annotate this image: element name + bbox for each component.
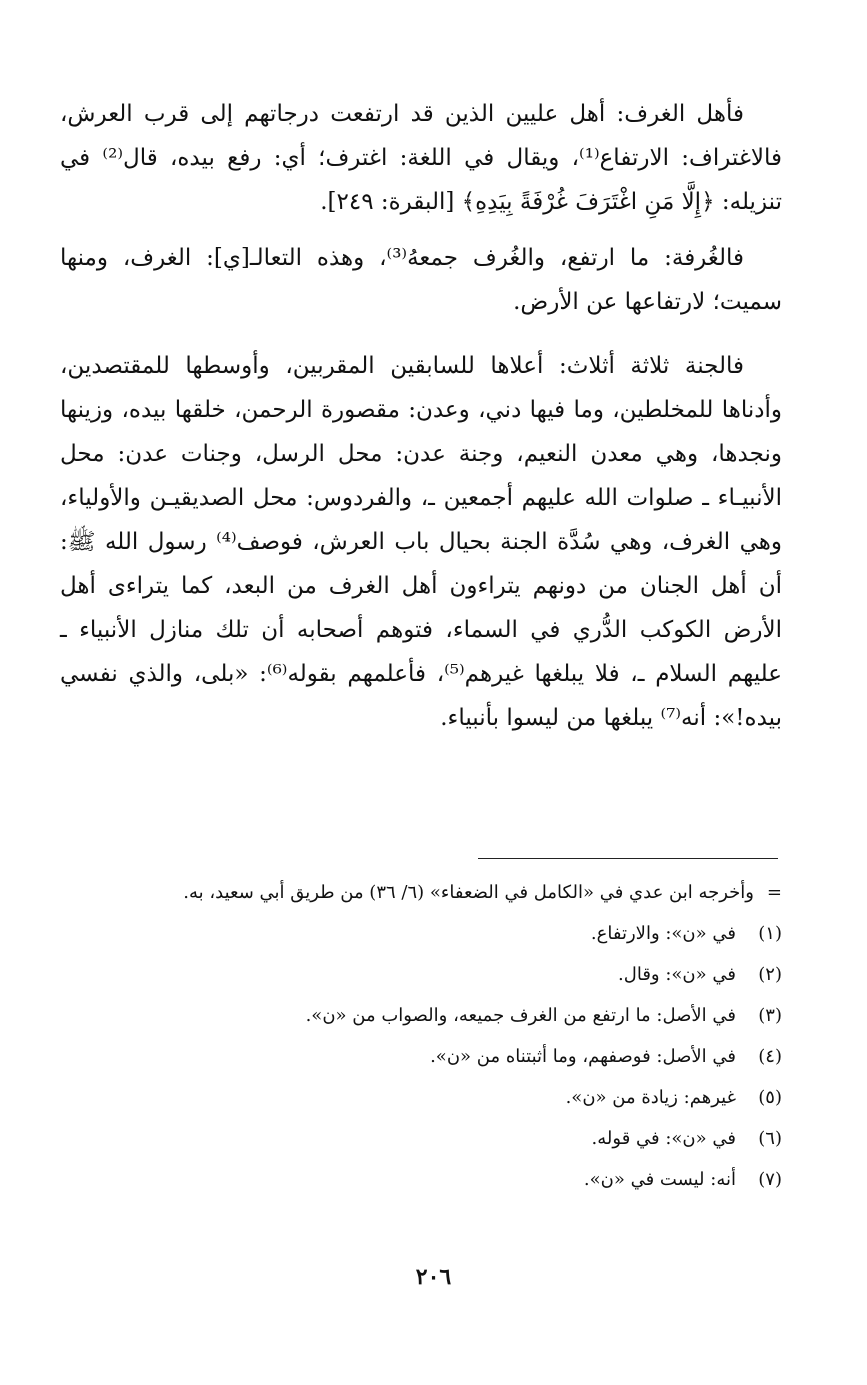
footnote-4 — [60, 1036, 782, 1077]
footnote-2 — [60, 954, 782, 995]
footnote-text: في «ن»: وقال. — [618, 964, 736, 985]
footnote-number: (٥) — [758, 1087, 782, 1108]
footnote-1 — [60, 913, 782, 954]
footnote-number: (٤) — [758, 1046, 782, 1067]
footnote-continuation — [60, 872, 782, 913]
footnote-text: غيرهم: زيادة من «ن». — [565, 1087, 736, 1108]
footnote-5 — [60, 1077, 782, 1118]
footnote-number: (٧) — [758, 1169, 782, 1190]
footnote-number: (١) — [758, 923, 782, 944]
continuation-text: وأخرجه ابن عدي في «الكامل في الضعفاء» (٦/ ٣٦) من طريق أبي سعيد، به. — [183, 882, 754, 903]
footnote-3 — [60, 995, 782, 1036]
footnote-6 — [60, 1118, 782, 1159]
footnotes — [60, 872, 782, 1200]
paragraph-1: فأهل الغرف: أهل عليين الذين قد ارتفعت درجاتهم إلى قرب العرش، فالاغتراف: الارتفاع⁽¹⁾، ويقال في اللغة: اغترف؛ أي: رفع بيده، قال⁽²⁾ في تنزيله: ﴿إِلَّا مَنِ اغْتَرَفَ غُرْفَةً بِيَدِهِ﴾ [البقرة: ٢٤٩]. — [60, 101, 782, 215]
footnote-number: (٢) — [758, 964, 782, 985]
footnote-number: (٣) — [758, 1005, 782, 1026]
footnote-7 — [60, 1159, 782, 1200]
footnote-number: (٦) — [758, 1128, 782, 1149]
footnote-text: في الأصل: فوصفهم، وما أثبتناه من «ن». — [430, 1046, 736, 1067]
paragraph-2: فالغُرفة: ما ارتفع، والغُرف جمعهُ⁽³⁾، وهذه التعالـ[ي]: الغرف، ومنها سميت؛ لارتفاعها عن الأرض. — [60, 245, 782, 315]
footnote-text: في الأصل: ما ارتفع من الغرف جميعه، والصواب من «ن». — [305, 1005, 736, 1026]
page-number: ٢٠٦ — [415, 1264, 452, 1290]
footnote-text: في «ن»: في قوله. — [591, 1128, 736, 1149]
paragraph-3: فالجنة ثلاثة أثلاث: أعلاها للسابقين المقربين، وأوسطها للمقتصدين، وأدناها للمخلطين، وما فيها دني، وعدن: مقصورة الرحمن، خلقها بيده، وزينها ونجدها، وهي معدن النعيم، وجنة عدن: محل الرسل، وجنات عدن: محل الأنبيـاء ـ صلوات الله عليهم أجمعين ـ، والفردوس: محل الصديقيـن والأولياء، وهي الغرف، وهي سُدَّة الجنة بحيال باب العرش، فوصف⁽⁴⁾ رسول الله ﷺ: أن أهل الجنان من دونهم يتراءون أهل الغرف من البعد، كما يتراءى أهل الأرض الكوكب الدُّري في السماء، فتوهم أصحابه أن تلك منازل الأنبياء ـ عليهم السلام ـ، فلا يبلغها غيرهم⁽⁵⁾، فأعلمهم بقوله⁽⁶⁾: «بلى، والذي نفسي بيده!»: أنه⁽⁷⁾ يبلغها من ليسوا بأنبياء. — [60, 353, 782, 731]
footnote-text: في «ن»: والارتفاع. — [590, 923, 736, 944]
footnote-text: أنه: ليست في «ن». — [583, 1169, 736, 1190]
continuation-mark: = — [766, 882, 782, 903]
main-text — [60, 92, 782, 752]
footnote-divider — [478, 858, 778, 859]
